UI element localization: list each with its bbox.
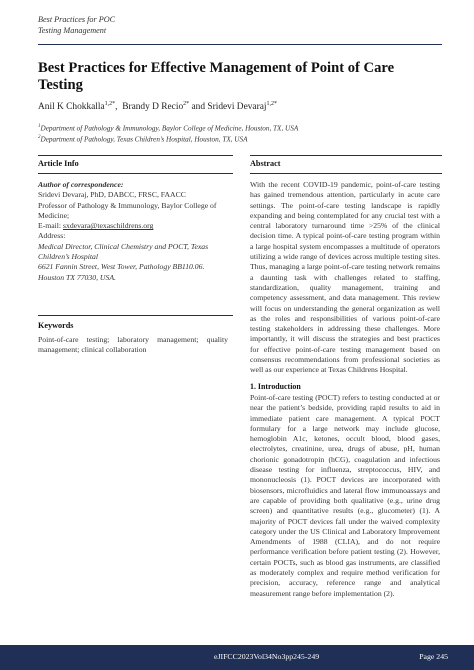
abstract-rule-top [250,155,442,156]
introduction-heading: 1. Introduction [250,382,301,391]
correspondence-email-line [38,221,233,231]
header-rule [38,44,442,45]
affiliation-2-text: Department of Pathology, Texas Children’s Hospital, Houston, TX, USA [40,135,248,144]
author-3-sup: 1,2* [266,101,277,107]
affiliation-1-text: Department of Pathology & Immunology, Baylor College of Medicine, Houston, TX, USA [40,124,299,133]
address-city: Houston TX 77030, USA. [38,272,116,282]
address-text: Medical Director, Clinical Chemistry and POCT, Texas Children’s Hospital [38,241,209,262]
author-2-sup: 2* [183,101,190,107]
keywords-rule [38,315,233,316]
running-header [38,14,115,36]
footer-citation: eJIFCC2023Vol34No3pp245-249 [214,652,320,661]
abstract-text: With the recent COVID-19 pandemic, point-of-care testing has gained tremendous attention, particularly in acute care settings. The point-of-care testing landscape is rapidly expanding and being contemplated for any crucial test with a central laboratory turnaround time >25% of the clinical decision time. A typical point-of-care testing program within a large hospital system encompasses a multitude of operators utilizing a wide range of devices across multiple testing sites. Thus, managing a large point-of-care testing network remains a daunting task with challenges related to staffing, standardization, quality management, training and competency assessment, and data management. This review will focus on understanding the general organization as well as the roles and responsibilities of various point-of-care testing stakeholders in addressing these challenges. More importantly, it will discuss the strategies and best practices for effective point-of-care testing management based on consensus recommendations from professional societies as well as our experience at Texas Childrens Hospital. [250,180,440,375]
introduction-text: Point-of-care testing (POCT) refers to testing conducted at or near the patient’s bedside, providing rapid results to aid in immediate patient care management. A typical POCT formulary for a large network may include glucose, hemoglobin A1c, ketones, occult blood, blood gases, electrolytes, creatinine, urea, drugs of abuse, pH, human chorionic gonadotropin (hCG), coagulation and infectious disease testing for influenza, streptococcus, HIV, and mononucleosis (1). POCT devices are incorporated with biosensors, microfluidics and lateral flow immunoassays and are capable of providing both qualitative (e.g., urine drug screen) and quantitative results (e.g., glucometer) (1). A majority of POCT devices fall under the waived complexity category under the US Clinical and Laboratory Improvement Amendments of 1988 (CLIA), and do not require performance verification before patient testing (2). However, certain POCTs, such as blood gas instruments, are classified as moderately complex and require method verification for precision, accuracy, reference range and analytical measurement range before implementation (2). [250,393,440,598]
article-info-heading: Article Info [38,159,79,168]
author-3: Sridevi Devaraj [207,102,267,113]
correspondence-name: Sridevi Devaraj, PhD, DABCC, FRSC, FAACC [38,190,186,200]
article-info-rule-top [38,155,233,156]
author-1-sup: 1,2* [104,101,116,107]
correspondence-position: Professor of Pathology & Immunology, Baylor College of Medicine; [38,200,217,220]
article-info-rule-bottom [38,173,233,174]
affiliation-2-sup: 2 [38,135,41,140]
keywords-heading: Keywords [38,321,74,330]
affiliation-1 [38,124,298,132]
affiliation-2 [38,135,247,143]
correspondence-heading: Author of correspondence: [38,180,124,189]
author-and: and [191,102,206,113]
article-info-block [38,180,233,283]
author-2: Brandy D Recio [122,102,184,113]
footer-bar [0,645,474,670]
affiliation-1-sup: 1 [38,124,41,129]
address-street: 6621 Fannin Street, West Tower, Pathology BB110.06. [38,262,205,272]
page-number: Page 245 [419,652,448,661]
running-header-line2: Testing Management [38,26,107,35]
running-header-line1: Best Practices for POC [38,15,116,24]
author-list: Anil K Chokkalla$^{1,2*}$, Brandy D Recio$^{2*}$ and Sridevi Devaraj$^{1,2*}$ [38,101,277,113]
abstract-heading: Abstract [250,159,281,168]
author-1: Anil K Chokkalla [38,102,105,113]
address-label: Address: [38,231,66,241]
email-label: E-mail: [38,221,62,231]
keywords-text: Point-of-care testing; laboratory management; quality management; clinical collaboration [38,335,228,355]
email-link[interactable]: sxdevara@texaschildrens.org [62,221,154,231]
abstract-rule-bottom [250,173,442,174]
paper-title: Best Practices for Effective Management of Point of Care Testing [38,60,395,93]
